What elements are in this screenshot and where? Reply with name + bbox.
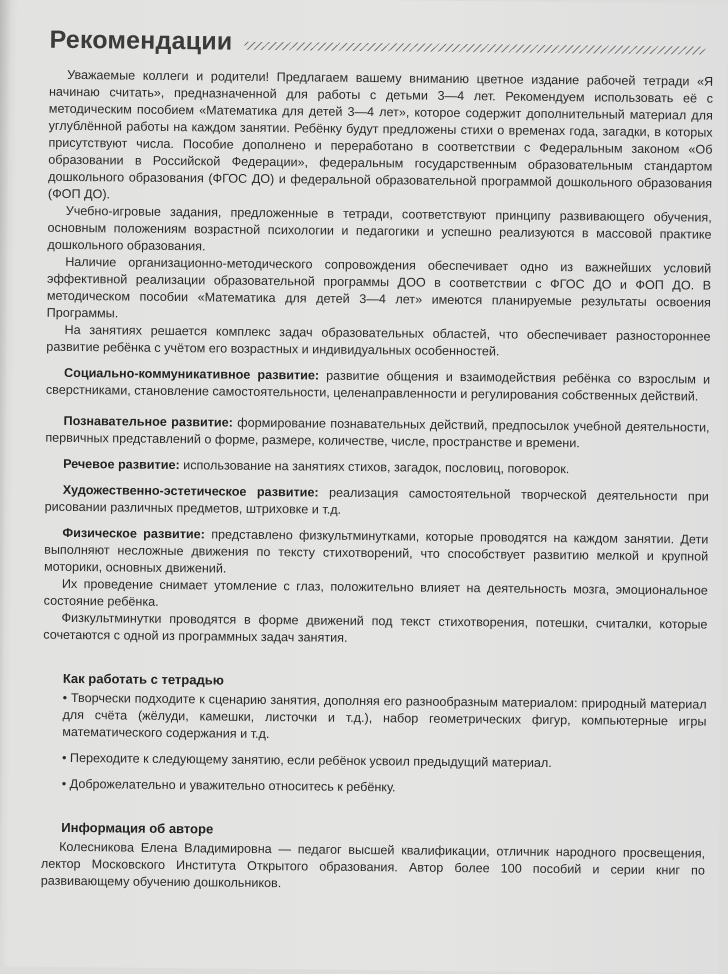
physical-note-2: Физкультминутки проводятся в форме движений под текст стихотворения, потешки, считалки, которые сочетаются с одной из программных задач занятия. bbox=[43, 610, 708, 645]
author-heading: Информация об авторе bbox=[61, 819, 214, 837]
how-to-heading: Как работать с тетрадью bbox=[62, 670, 224, 688]
area-cognitive-label: Познавательное развитие: bbox=[63, 413, 233, 430]
author-text: Колесникова Елена Владимировна — педагог высшей квалификации, отличник народного просвещения, лектор Московского Института Открытого образования. Автор более 100 пособий и серии книг по развивающему обучению дошкольников. bbox=[40, 839, 706, 891]
physical-note-1: Их проведение снимает утомление с глаз, положительно влияет на деятельность мозга, эмоциональное состояние ребёнка. bbox=[43, 576, 708, 609]
area-speech-label: Речевое развитие: bbox=[63, 456, 180, 473]
intro-paragraph-1: Уважаемые коллеги и родители! Предлагаем вашему вниманию цветное издание рабочей тетради «Я начинаю считать», предназначенной для работы с детьми 3—4 лет. Рекомендуем использовать её с методическим пособием «Математика для детей 3—4 лет», которое содержит дополнительный материал для углублённой работы на каждом занятии. Ребёнку будут предложены стихи о временах года, загадки, в которых присутствуют числа. Пособие дополнено и переработано в соответствии с Федеральным законом «Об образовании в Российской Федерации», федеральным государственным образовательным стандартом дошкольного образования (ФГОС ДО) и федеральной образовательной программой дошкольного образования (ФОП ДО). bbox=[47, 67, 714, 202]
area-physical-label: Физическое развитие: bbox=[62, 525, 205, 542]
intro-paragraph-4: На занятиях решается комплекс задач образовательных областей, что обеспечивает разностороннее развитие ребёнка с учётом его возрастных и индивидуальных особенностей. bbox=[46, 322, 711, 359]
how-to-bullet-3: • Доброжелательно и уважительно относитесь к ребёнку. bbox=[42, 776, 706, 800]
area-artistic-text: реализация самостоятельной творческой деятельности при рисовании различных предметов, штриховке и т.д. bbox=[44, 485, 709, 517]
how-to-bullet-2: • Переходите к следующему занятию, если ребёнок усвоил предыдущий материал. bbox=[42, 750, 706, 774]
area-artistic-label: Художественно-эстетическое развитие: bbox=[62, 482, 319, 500]
title-row bbox=[49, 25, 713, 62]
title-decorative-rule bbox=[244, 42, 705, 55]
area-speech bbox=[45, 456, 709, 480]
area-artistic bbox=[45, 482, 709, 523]
area-social-text: развитие общения и взаимодействия ребёнка со взрослым и сверстниками, становление самостоятельности, целенаправленности и регулирования собственных действий. bbox=[45, 368, 711, 404]
page-spine-shadow bbox=[0, 0, 10, 966]
intro-paragraph-2: Учебно-игровые задания, предложенные в тетради, соответствуют принципу развивающего обучения, основным положениям возрастной психологии и педагогики и успешно реализуются в массовой практике дошкольного образования. bbox=[47, 203, 712, 254]
area-speech-text: использование на занятиях стихов, загадок, пословиц, поговорок. bbox=[179, 458, 570, 477]
area-cognitive bbox=[45, 413, 709, 454]
area-social bbox=[46, 365, 710, 406]
how-to-bullet-1: • Творчески подходите к сценарию занятия, дополняя его разнообразным материалом: природный материал для счёта (жёлуди, камешки, листочки и т.д.), набор геометрических фигур, компьютерные игры математического содержания и т.д. bbox=[42, 690, 706, 748]
area-physical bbox=[44, 525, 708, 583]
area-physical-text: представлено физкультминутками, которые проводятся на каждом занятии. Дети выполняют несложные движения по тексту стихотворений, что способствует развитию мелкой и крупной моторики, основных движений. bbox=[43, 527, 709, 576]
intro-paragraph-3: Наличие организационно-методического сопровождения обеспечивает одно из важнейших условий эффективной реализации образовательной программы ДОО в соответствии с ФГОС ДО и ФОП ДО. В методическом пособии «Математика для детей 3—4 лет» имеются планируемые результаты освоения Программы. bbox=[46, 254, 712, 321]
area-cognitive-text: формирование познавательных действий, предпосылок учебной деятельности, первичных представлений о форме, размере, количестве, числе, пространстве и времени. bbox=[45, 415, 710, 451]
page-title: Рекомендации bbox=[49, 25, 233, 56]
area-social-label: Социально-коммуникативное развитие: bbox=[64, 365, 320, 383]
